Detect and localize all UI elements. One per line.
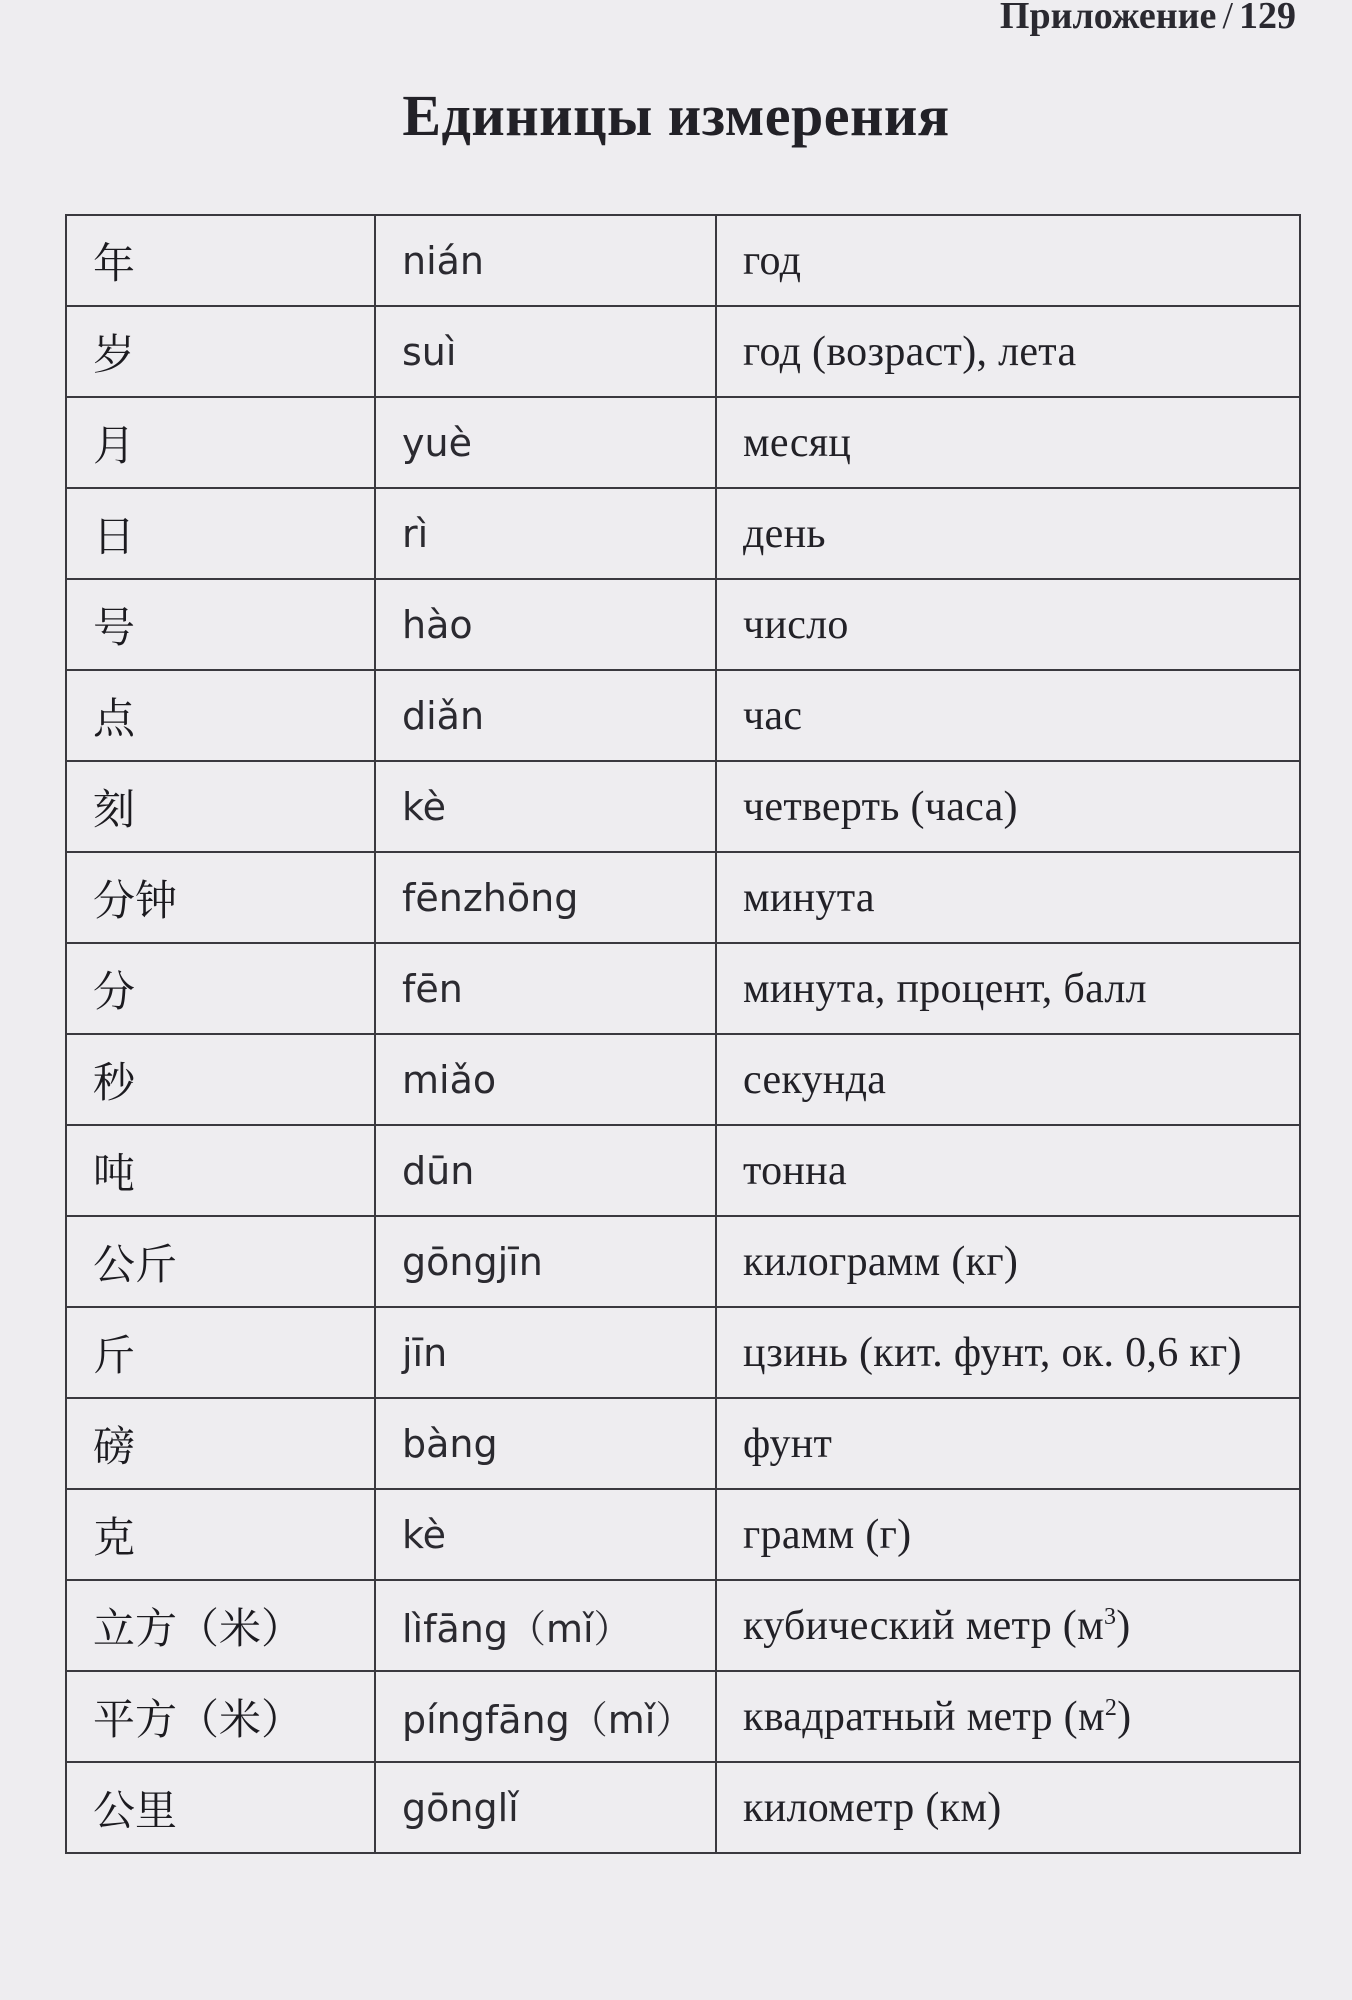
header-separator: /	[1222, 0, 1233, 37]
hanzi-cell: 克	[66, 1489, 375, 1580]
hanzi-cell: 年	[66, 215, 375, 306]
pinyin-cell: miǎo	[375, 1034, 716, 1125]
running-header	[1000, 0, 1296, 38]
meaning-text: секунда	[743, 1056, 887, 1103]
pinyin-cell: diǎn	[375, 670, 716, 761]
table-row	[66, 670, 1300, 761]
table-row	[66, 1034, 1300, 1125]
meaning-text: четверть (часа)	[743, 783, 1018, 830]
meaning-cell	[716, 1307, 1300, 1398]
table-row	[66, 943, 1300, 1034]
pinyin-cell: gōngjīn	[375, 1216, 716, 1307]
meaning-text: грамм (г)	[743, 1511, 912, 1558]
table-row	[66, 1125, 1300, 1216]
hanzi-cell: 分钟	[66, 852, 375, 943]
hanzi-cell: 分	[66, 943, 375, 1034]
meaning-cell	[716, 1671, 1300, 1762]
meaning-cell	[716, 215, 1300, 306]
pinyin-cell: kè	[375, 1489, 716, 1580]
meaning-text: год (возраст), лета	[743, 328, 1077, 375]
meaning-cell	[716, 1125, 1300, 1216]
table-row	[66, 579, 1300, 670]
meaning-cell	[716, 1398, 1300, 1489]
pinyin-cell: gōnglǐ	[375, 1762, 716, 1853]
hanzi-cell: 平方（米）	[66, 1671, 375, 1762]
page-number: 129	[1239, 0, 1296, 37]
pinyin-cell: suì	[375, 306, 716, 397]
pinyin-cell: dūn	[375, 1125, 716, 1216]
meaning-cell	[716, 579, 1300, 670]
meaning-cell	[716, 1580, 1300, 1671]
hanzi-cell: 公里	[66, 1762, 375, 1853]
table-row	[66, 306, 1300, 397]
meaning-close-paren: )	[1116, 1602, 1131, 1649]
meaning-text: километр (км)	[743, 1784, 1002, 1831]
table-row	[66, 397, 1300, 488]
table-row	[66, 215, 1300, 306]
meaning-text: квадратный метр (м	[743, 1693, 1105, 1740]
page-title: Единицы измерения	[402, 83, 950, 148]
pinyin-cell: fēn	[375, 943, 716, 1034]
meaning-cell	[716, 1034, 1300, 1125]
table-row	[66, 761, 1300, 852]
meaning-cell	[716, 761, 1300, 852]
meaning-text: день	[743, 510, 826, 557]
pinyin-cell: rì	[375, 488, 716, 579]
hanzi-cell: 月	[66, 397, 375, 488]
meaning-text: тонна	[743, 1147, 847, 1194]
meaning-cell	[716, 852, 1300, 943]
table-row	[66, 1307, 1300, 1398]
meaning-text: цзинь (кит. фунт, ок. 0,6 кг)	[743, 1329, 1242, 1376]
table-row	[66, 1580, 1300, 1671]
table-row	[66, 1489, 1300, 1580]
pinyin-cell: hào	[375, 579, 716, 670]
meaning-text: число	[743, 601, 849, 648]
meaning-text: месяц	[743, 419, 852, 466]
meaning-cell	[716, 1216, 1300, 1307]
hanzi-cell: 点	[66, 670, 375, 761]
meaning-cell	[716, 670, 1300, 761]
meaning-text: минута, процент, балл	[743, 965, 1147, 1012]
meaning-cell	[716, 1489, 1300, 1580]
meaning-cell	[716, 306, 1300, 397]
meaning-cell	[716, 488, 1300, 579]
meaning-superscript: 3	[1103, 1603, 1117, 1630]
table-row	[66, 852, 1300, 943]
hanzi-cell: 立方（米）	[66, 1580, 375, 1671]
pinyin-cell: fēnzhōng	[375, 852, 716, 943]
hanzi-cell: 刻	[66, 761, 375, 852]
meaning-cell	[716, 943, 1300, 1034]
pinyin-cell: nián	[375, 215, 716, 306]
hanzi-cell: 吨	[66, 1125, 375, 1216]
hanzi-cell: 公斤	[66, 1216, 375, 1307]
hanzi-cell: 秒	[66, 1034, 375, 1125]
table-row	[66, 1762, 1300, 1853]
meaning-text: час	[743, 692, 803, 739]
meaning-text: кубический метр (м	[743, 1602, 1104, 1649]
meaning-text: год	[743, 237, 802, 284]
pinyin-cell: lìfāng（mǐ）	[375, 1580, 716, 1671]
pinyin-cell: bàng	[375, 1398, 716, 1489]
pinyin-cell: kè	[375, 761, 716, 852]
meaning-cell	[716, 1762, 1300, 1853]
meaning-superscript: 2	[1104, 1694, 1118, 1721]
hanzi-cell: 日	[66, 488, 375, 579]
hanzi-cell: 岁	[66, 306, 375, 397]
hanzi-cell: 磅	[66, 1398, 375, 1489]
units-table	[65, 214, 1301, 1854]
meaning-text: минута	[743, 874, 875, 921]
meaning-text: фунт	[743, 1420, 833, 1467]
table-row	[66, 488, 1300, 579]
pinyin-cell: píngfāng（mǐ）	[375, 1671, 716, 1762]
header-section: Приложение	[999, 0, 1217, 37]
pinyin-cell: jīn	[375, 1307, 716, 1398]
meaning-close-paren: )	[1117, 1693, 1132, 1740]
meaning-cell	[716, 397, 1300, 488]
pinyin-cell: yuè	[375, 397, 716, 488]
units-table-body	[66, 215, 1300, 1853]
hanzi-cell: 号	[66, 579, 375, 670]
table-row	[66, 1671, 1300, 1762]
table-row	[66, 1398, 1300, 1489]
meaning-text: килограмм (кг)	[743, 1238, 1019, 1285]
table-row	[66, 1216, 1300, 1307]
hanzi-cell: 斤	[66, 1307, 375, 1398]
